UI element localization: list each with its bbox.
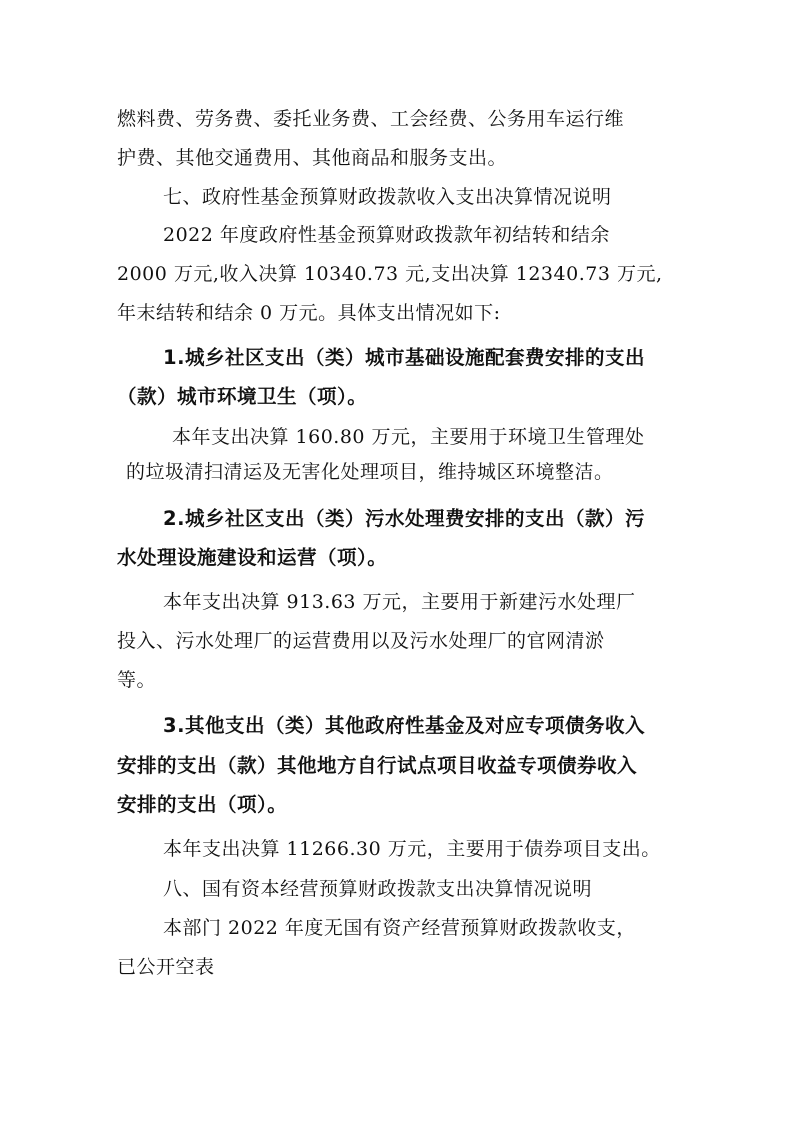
body-text-line: 的垃圾清扫清运及无害化处理项目，维持城区环境整洁。 bbox=[126, 461, 614, 483]
body-text-line: 已公开空表 bbox=[117, 956, 215, 978]
body-text-line: 本年支出决算 160.80 万元，主要用于环境卫生管理处 bbox=[172, 426, 645, 448]
subheading-3-cont: 安排的支出（款）其他地方自行试点项目收益专项债券收入 bbox=[117, 754, 638, 777]
body-text-line: 本部门 2022 年度无国有资产经营预算财政拨款收支， bbox=[163, 917, 636, 939]
subheading-2: 2.城乡社区支出（类）污水处理费安排的支出（款）污 bbox=[163, 507, 645, 530]
body-text-line: 等。 bbox=[117, 669, 157, 691]
subheading-1: 1.城乡社区支出（类）城市基础设施配套费安排的支出 bbox=[163, 346, 645, 369]
subheading-2-cont: 水处理设施建设和运营（项）。 bbox=[117, 546, 388, 569]
body-text-line: 年末结转和结余 0 万元。具体支出情况如下: bbox=[117, 302, 501, 324]
subheading-3: 3.其他支出（类）其他政府性基金及对应专项债务收入 bbox=[163, 714, 645, 737]
body-text-line: 2000 万元,收入决算 10340.73 元,支出决算 12340.73 万元, bbox=[117, 263, 663, 285]
body-text-line: 护费、其他交通费用、其他商品和服务支出。 bbox=[117, 147, 508, 169]
subheading-1-cont: （款）城市环境卫生（项）。 bbox=[117, 385, 368, 408]
body-text-line: 2022 年度政府性基金预算财政拨款年初结转和结余 bbox=[163, 224, 610, 246]
body-text-line: 本年支出决算 913.63 万元，主要用于新建污水处理厂 bbox=[163, 591, 636, 613]
body-text-line: 燃料费、劳务费、委托业务费、工会经费、公务用车运行维 bbox=[117, 108, 625, 130]
section-heading-8: 八、国有资本经营预算财政拨款支出决算情况说明 bbox=[163, 878, 593, 900]
section-heading-7: 七、政府性基金预算财政拨款收入支出决算情况说明 bbox=[163, 186, 612, 208]
body-text-line: 投入、污水处理厂的运营费用以及污水处理厂的官网清淤 bbox=[117, 630, 605, 652]
subheading-3-cont: 安排的支出（项）。 bbox=[117, 793, 288, 816]
body-text-line: 本年支出决算 11266.30 万元，主要用于债券项目支出。 bbox=[163, 838, 661, 860]
